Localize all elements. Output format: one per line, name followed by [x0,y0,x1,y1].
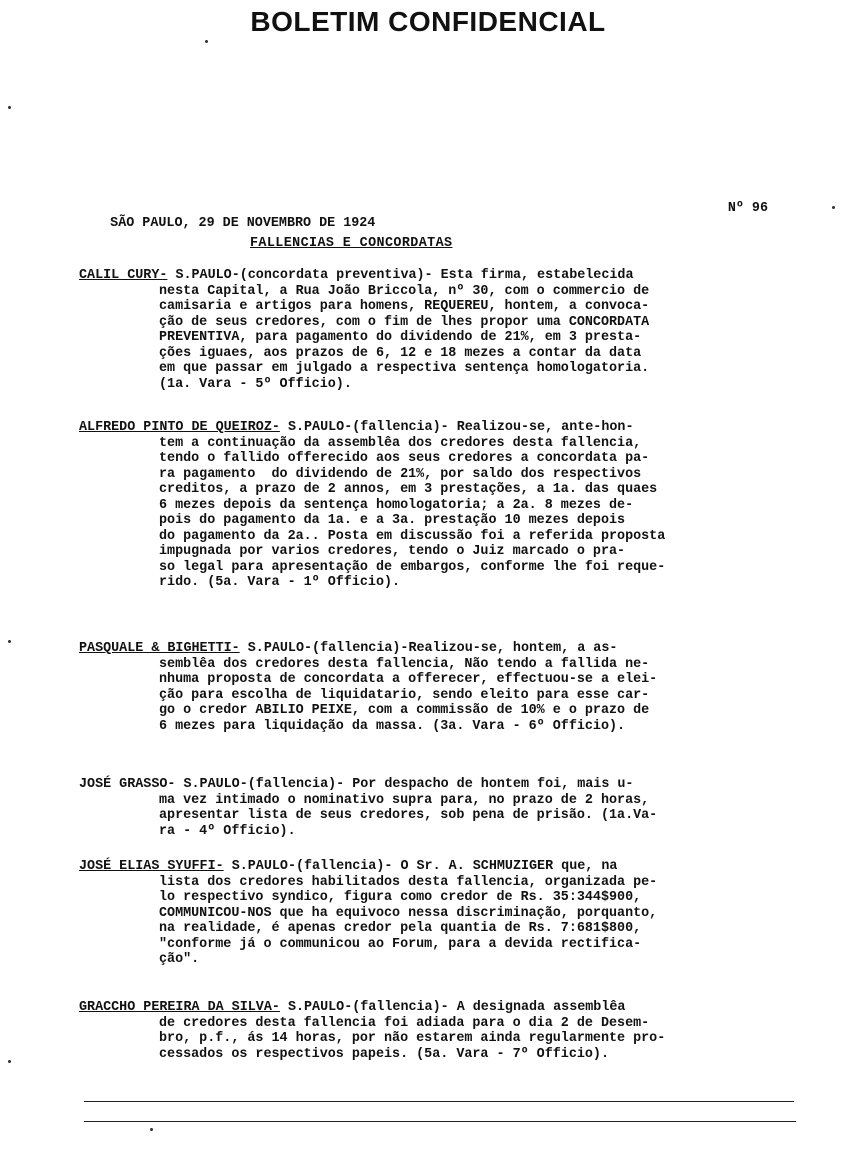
entry-line: ALFREDO PINTO DE QUEIROZ- S.PAULO-(fallencia)- Realizou-se, ante-hon- [79,420,634,435]
entry-line: em que passar em julgado a respectiva sentença homologatoria. [159,361,650,376]
entry-line: tendo o fallido offerecido aos seus credores a concordata pa- [159,451,650,466]
entry-alfredo-pinto-de-queiroz [79,420,791,591]
entry-line: creditos, a prazo de 2 annos, em 3 prestações, a 1a. das quaes [159,482,658,497]
entry-line: ra - 4º Officio). [159,823,296,839]
entry-line: rido. (5a. Vara - 1º Officio). [159,575,401,590]
entry-line: ma vez intimado o nominativo supra para, no prazo de 2 horas, [159,792,650,808]
bulletin-number: Nº 96 [727,201,768,216]
date-text: SÃO PAULO, 29 DE NOVEMBRO DE 1924 [110,216,376,231]
entry-line: tem a continuação da assemblêa dos credores desta fallencia, [159,435,642,451]
entry-line: nesta Capital, a Rua João Briccola, nº 30, com o commercio de [159,283,650,299]
entry-line: so legal para apresentação de embargos, conforme lhe foi reque- [159,559,666,575]
footer-rule-lower [84,1121,796,1122]
scan-speck [150,1128,153,1131]
entry-name: CALIL CURY- [79,268,168,283]
entry-line: ção de seus credores, com o fim de lhes propor uma CONCORDATA [159,314,650,330]
entry-name: ALFREDO PINTO DE QUEIROZ- [79,420,280,435]
entry-line: 6 mezes para liquidação da massa. (3a. Vara - 6º Officio). [159,718,626,734]
entry-line: COMMUNICOU-NOS que ha equivoco nessa discriminação, porquanto, [159,905,658,921]
scan-speck [832,206,835,209]
entry-line: 6 mezes depois da sentença homologatoria; a 2a. 8 mezes de- [159,497,634,513]
entry-line: PREVENTIVA, para pagamento do dividendo de 21%, em 3 presta- [159,330,642,345]
footer-rule [84,1101,794,1102]
entry-line: "conforme já o communicou ao Forum, para a devida rectifica- [159,936,642,952]
entry-jose-grasso [79,777,791,839]
entry-line: ção". [159,952,200,967]
entry-line: lista dos credores habilitados desta fallencia, organizada pe- [159,874,658,890]
entry-pasquale-bighetti [79,641,791,734]
entry-line: ção para escolha de liquidatario, sendo eleito para esse car- [159,687,650,703]
entry-line: impugnada por varios credores, tendo o Juiz marcado o pra- [159,544,626,559]
entry-line: de credores desta fallencia foi adiada para o dia 2 de Desem- [159,1015,650,1031]
entry-line: PASQUALE & BIGHETTI- S.PAULO-(fallencia)-Realizou-se, hontem, a as- [79,641,618,656]
entry-line: cessados os respectivos papeis. (5a. Vara - 7º Officio). [159,1046,609,1062]
entry-line: CALIL CURY- S.PAULO-(concordata preventiva)- Esta firma, estabelecida [79,268,634,283]
entry-name: JOSÉ GRASSO- [79,777,176,792]
entry-line: (1a. Vara - 5º Officio). [159,376,352,392]
entry-line: semblêa dos credores desta fallencia, Não tendo a fallida ne- [159,656,650,672]
entry-line: bro, p.f., ás 14 horas, por não estarem ainda regularmente pro- [159,1031,666,1046]
entry-graccho-pereira-da-silva [79,1000,791,1062]
section-heading: FALLENCIAS E CONCORDATAS [250,236,453,251]
scan-speck [8,106,11,109]
scan-speck [205,40,208,43]
entry-jose-elias-syuffi [79,859,791,968]
entry-name: JOSÉ ELIAS SYUFFI- [79,859,224,874]
entry-line: camisaria e artigos para homens, REQUEREU, hontem, a convoca- [159,299,650,314]
entry-calil-cury [79,268,791,392]
bulletin-title: BOLETIM CONFIDENCIAL [250,6,606,37]
entry-line: JOSÉ ELIAS SYUFFI- S.PAULO-(fallencia)- O Sr. A. SCHMUZIGER que, na [79,859,618,874]
entry-line: ra pagamento do dividendo de 21%, por saldo dos respectivos [159,466,642,482]
entry-line: go o credor ABILIO PEIXE, com a commissão de 10% e o prazo de [159,703,650,718]
entry-line: GRACCHO PEREIRA DA SILVA- S.PAULO-(fallencia)- A designada assemblêa [79,1000,626,1015]
scan-speck [8,640,11,643]
dateline [78,201,798,261]
entry-line: lo respectivo syndico, figura como credor de Rs. 35:344$900, [159,890,642,905]
entry-name: PASQUALE & BIGHETTI- [79,641,240,656]
entry-line: nhuma proposta de concordata a offerecer, effectuou-se a elei- [159,672,658,687]
entry-line: do pagamento da 2a.. Posta em discussão foi a referida proposta [159,528,666,544]
entry-line: na realidade, é apenas credor pela quantia de Rs. 7:681$800, [159,921,642,936]
entry-name: GRACCHO PEREIRA DA SILVA- [79,1000,280,1015]
entry-line: ções iguaes, aos prazos de 6, 12 e 18 mezes a contar da data [159,345,642,361]
entry-line: apresentar lista de seus credores, sob pena de prisão. (1a.Va- [159,808,658,823]
entry-line: JOSÉ GRASSO- S.PAULO-(fallencia)- Por despacho de hontem foi, mais u- [79,777,634,792]
entry-line: pois do pagamento da 1a. e a 3a. prestação 10 mezes depois [159,513,626,528]
scan-speck [8,1060,11,1063]
